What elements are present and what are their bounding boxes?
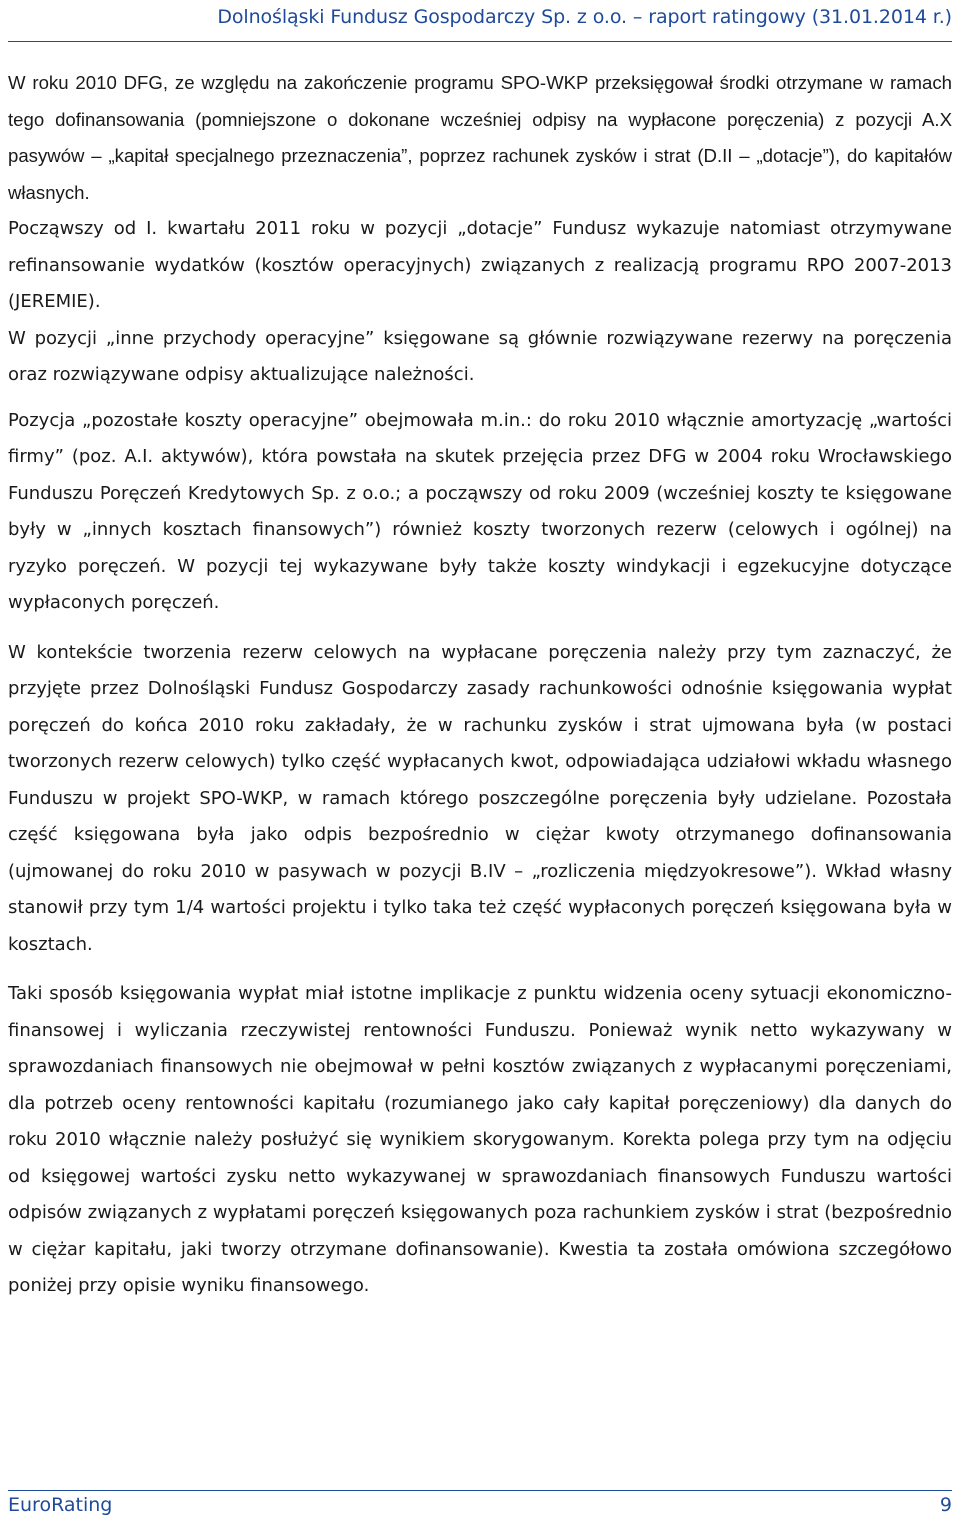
paragraph-2: Począwszy od I. kwartału 2011 roku w pozycji „dotacje” Fundusz wykazuje natomiast otrzymywane refinansowanie wydatków (kosztów operacyjnych) związanych z realizacją programu RPO 2007-2013 (JEREMIE).	[8, 218, 952, 312]
paragraph-1: W roku 2010 DFG, ze względu na zakończenie programu SPO-WKP przeksięgował środki otrzymane w ramach tego dofinansowania (pomniejszone o dokonane wcześniej odpisy na wypłacone poręczenia) z pozycji A.X pasywów – „kapitał specjalnego przeznaczenia”, poprzez rachunek zysków i strat (D.II – „dotacje”), do kapitałów własnych.	[8, 72, 952, 203]
footer-divider	[8, 1490, 952, 1491]
paragraph-4: Pozycja „pozostałe koszty operacyjne” obejmowała m.in.: do roku 2010 włącznie amortyzację „wartości firmy” (poz. A.I. aktywów), która powstała na skutek przejęcia przez DFG w 2004 roku Wrocławskiego Funduszu Poręczeń Kredytowych Sp. z o.o.; a począwszy od roku 2009 (wcześniej koszty te księgowane były w „innych kosztach finansowych”) również koszty tworzonych rezerw (celowych i ogólnej) na ryzyko poręczeń. W pozycji tej wykazywane były także koszty windykacji i egzekucyjne dotyczące wypłaconych poręczeń.	[8, 409, 952, 613]
page-footer	[8, 1494, 952, 1519]
header-divider	[8, 41, 952, 42]
document-body	[8, 65, 952, 1305]
footer-brand: EuroRating	[8, 1494, 113, 1516]
page-number: 9	[939, 1494, 952, 1516]
page-header	[0, 0, 960, 41]
paragraph-5: W kontekście tworzenia rezerw celowych na wypłacane poręczenia należy przy tym zaznaczyć, że przyjęte przez Dolnośląski Fundusz Gospodarczy zasady rachunkowości odnośnie księgowania wypłat poręczeń do końca 2010 roku zakładały, że w rachunku zysków i strat ujmowana była (w postaci tworzonych rezerw celowych) tylko część wypłacanych kwot, odpowiadająca udziałowi wkładu własnego Funduszu w projekt SPO-WKP, w ramach którego poszczególne poręczenia były udzielane. Pozostała część księgowana była jako odpis bezpośrednio w ciężar kwoty otrzymanego dofinansowania (ujmowanej do roku 2010 w pasywach w pozycji B.IV – „rozliczenia międzyokresowe”). Wkład własny stanowił przy tym 1/4 wartości projektu i tylko taka też część wypłaconych poręczeń księgowana była w kosztach.	[8, 641, 952, 955]
paragraph-6: Taki sposób księgowania wypłat miał istotne implikacje z punktu widzenia oceny sytuacji ekonomiczno-finansowej i wyliczania rzeczywistej rentowności Funduszu. Ponieważ wynik netto wykazywany w sprawozdaniach finansowych nie obejmował w pełni kosztów związanych z wypłacanymi poręczeniami, dla potrzeb oceny rentowności kapitału (rozumianego jako cały kapitał poręczeniowy) dla danych do roku 2010 włącznie należy posłużyć się wynikiem skorygowanym. Korekta polega przy tym na odjęciu od księgowej wartości zysku netto wykazywanej w sprawozdaniach finansowych Funduszu wartości odpisów związanych z wypłatami poręczeń księgowanych poza rachunkiem zysków i strat (bezpośrednio w ciężar kapitału, jaki tworzy otrzymane dofinansowanie). Kwestia ta została omówiona szczegółowo poniżej przy opisie wyniku finansowego.	[8, 983, 952, 1296]
report-title: Dolnośląski Fundusz Gospodarczy Sp. z o.o. – raport ratingowy (31.01.2014 r.)	[217, 6, 952, 28]
paragraph-3: W pozycji „inne przychody operacyjne” księgowane są głównie rozwiązywane rezerwy na poręczenia oraz rozwiązywane odpisy aktualizujące należności.	[8, 327, 952, 385]
